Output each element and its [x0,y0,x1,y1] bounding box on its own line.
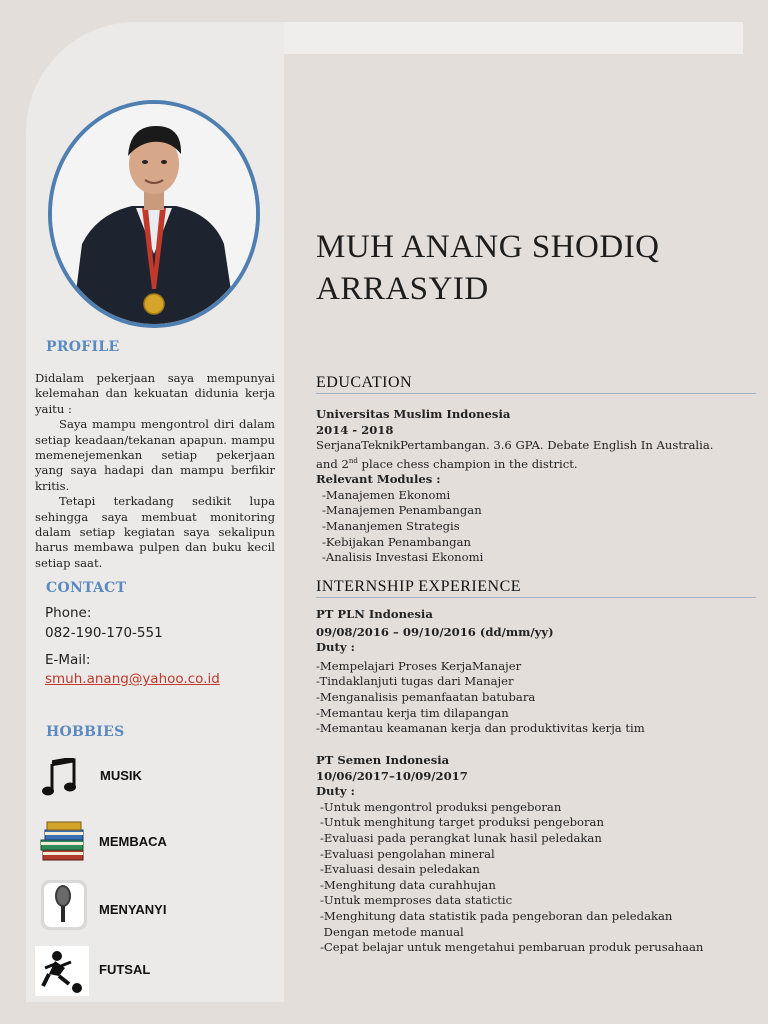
job-duty-label: Duty : [316,784,355,799]
modules-label: Relevant Modules : [316,472,441,487]
hobby-reading-label: MEMBACA [99,834,167,849]
duty-item: -Untuk menghitung target produksi pengeboran [320,815,604,830]
education-divider [316,393,756,394]
job-dates: 09/08/2016 – 09/10/2016 (dd/mm/yy) [316,624,554,639]
profile-photo [48,100,260,328]
education-years: 2014 - 2018 [316,422,394,437]
hobby-singing-label: MENYANYI [99,902,167,917]
internship-heading: INTERNSHIP EXPERIENCE [316,578,522,595]
modules-list [316,488,746,566]
job-dates: 10/06/2017–10/09/2017 [316,768,468,783]
email-link[interactable]: smuh.anang@yahoo.co.id [45,671,220,687]
hobby-futsal-label: FUTSAL [99,962,151,977]
football-player-icon [35,946,89,1000]
education-heading: EDUCATION [316,374,413,391]
duty-item: -Menghitung data curahhujan [320,877,496,892]
job-company: PT PLN Indonesia [316,607,433,621]
module-item: -Kebijakan Penambangan [322,534,471,549]
duty-item: -Evaluasi desain peledakan [320,862,480,877]
duty-item: -Tindaklanjuti tugas dari Manajer [316,674,514,689]
name-line-1: MUH ANANG SHODIQ [316,229,660,265]
job-company: PT Semen Indonesia [316,753,450,767]
module-item: -Mananjemen Strategis [322,519,460,534]
duty-item: -Menghitung data statistik pada pengeboran dan peledakan [320,908,673,923]
education-desc-2: and 2nd place chess champion in the district. [316,456,578,471]
music-note-icon [42,758,78,802]
duty-item: -Evaluasi pada perangkat lunak hasil peledakan [320,830,602,845]
education-school: Universitas Muslim Indonesia [316,407,511,421]
job-duties [316,800,746,956]
name-line-2: ARRASYID [316,271,489,307]
job-semen [316,753,746,956]
duty-item: -Untuk mengontrol produksi pengeboran [320,799,562,814]
person-name [316,226,736,310]
phone-value: 082-190-170-551 [45,625,163,641]
job-duty-label: Duty : [316,640,355,655]
duty-item: -Evaluasi pengolahan mineral [320,846,495,861]
duty-item: -Untuk memproses data statictic [320,893,513,908]
hobby-music-label: MUSIK [100,768,142,783]
books-icon [39,820,87,868]
profile-paragraph-2: Saya mampu mengontrol diri dalam setiap keadaan/tekanan apapun. mampu memenejemenkan setiap pekerjaan yang saya hadapi dan mampu berfikir kritis. [35,417,275,493]
profile-paragraph-3: Tetapi terkadang sedikit lupa sehingga saya membuat monitoring dalam setiap kegiatan saya sekalipun harus membawa pulpen dan buku kecil setiap saat. [35,494,275,570]
phone-label: Phone: [45,605,92,621]
job-duties [316,659,746,737]
education-block [316,407,746,566]
hobbies-heading: HOBBIES [46,724,125,740]
duty-item: -Menganalisis pemanfaatan batubara [316,689,536,704]
module-item: -Manajemen Ekonomi [322,487,451,502]
duty-item: -Cepat belajar untuk mengetahui pembaruan produk perusahaan [320,940,704,955]
duty-item: -Memantau kerja tim dilapangan [316,705,509,720]
profile-heading: PROFILE [46,339,120,355]
education-desc-1: SerjanaTeknikPertambangan. 3.6 GPA. Debate English In Australia. [316,438,714,453]
email-label: E-Mail: [45,652,91,668]
duty-item: Dengan metode manual [320,924,464,939]
duty-item: -Mempelajari Proses KerjaManajer [316,658,522,673]
profile-text [35,371,275,571]
profile-paragraph-1: Didalam pekerjaan saya mempunyai kelemahan dan kekuatan didunia kerja yaitu : [35,371,275,416]
internship-divider [316,597,756,598]
job-pln [316,607,746,737]
duty-item: -Memantau keamanan kerja dan produktivitas kerja tim [316,721,645,736]
module-item: -Analisis Investasi Ekonomi [322,550,484,565]
contact-heading: CONTACT [46,580,127,596]
module-item: -Manajemen Penambangan [322,503,482,518]
microphone-icon [41,880,87,934]
